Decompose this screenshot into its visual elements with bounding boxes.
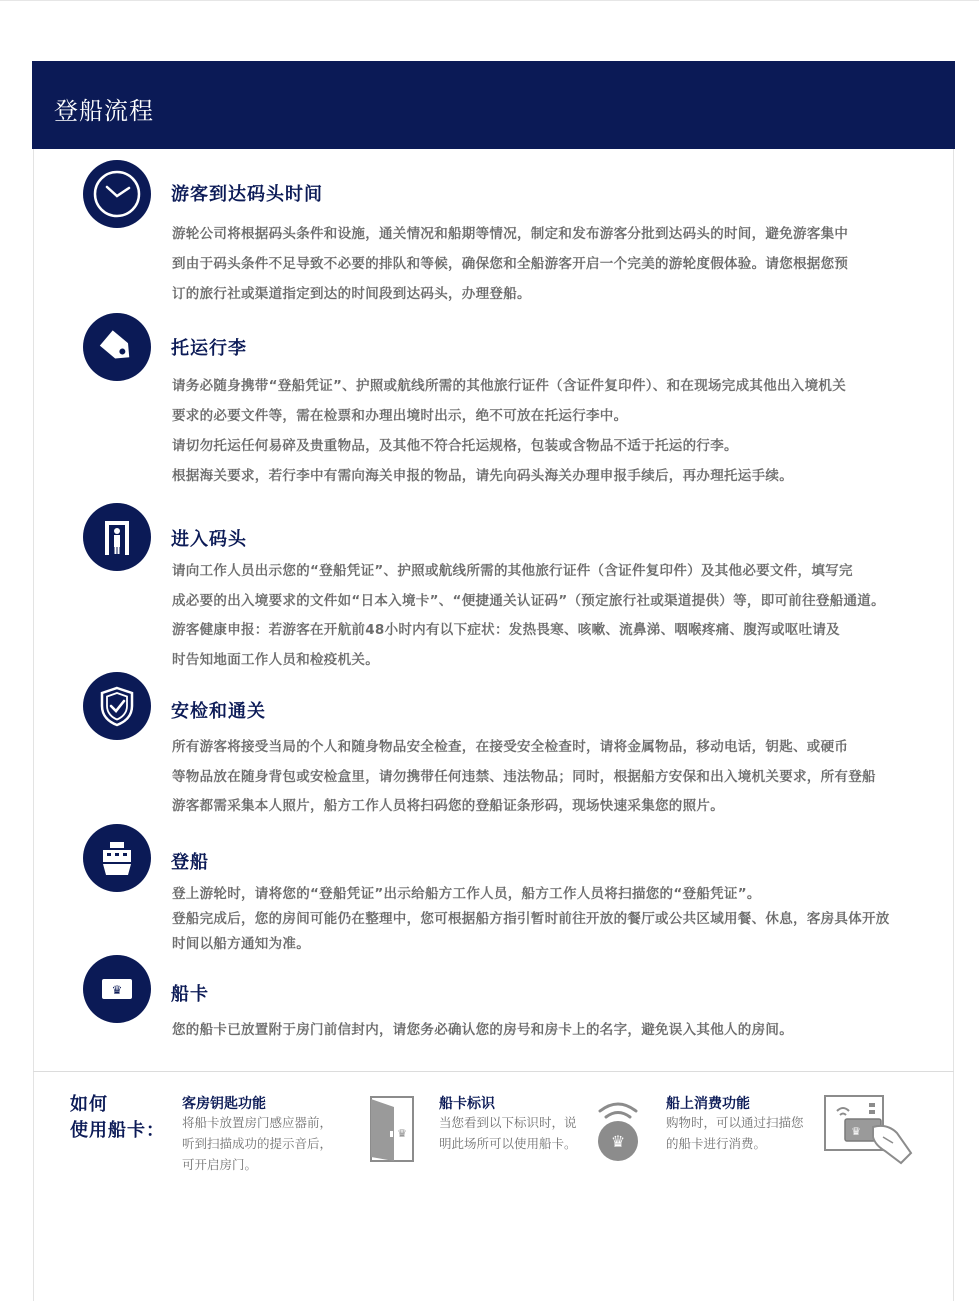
feature-line: 明此场所可以使用船卡。 xyxy=(439,1136,577,1151)
feature-line: 将船卡放置房门感应器前， xyxy=(182,1115,333,1130)
paragraph-line: 请务必随身携带“登船凭证”、护照或航线所需的其他旅行证件（含证件复印件）、和在现场完成其他出入境机关 xyxy=(172,378,846,394)
page-title: 登船流程 xyxy=(54,97,154,125)
section-body xyxy=(172,1016,962,1045)
paragraph-line: 登船完成后，您的房间可能仍在整理中，您可根据船方指引暂时前往开放的餐厅或公共区域用餐、休息，客房具体开放 xyxy=(172,911,890,927)
shield-check-icon xyxy=(83,672,151,740)
section-title: 进入码头 xyxy=(171,529,247,550)
section-body xyxy=(172,219,962,309)
paragraph-line: 请向工作人员出示您的“登船凭证”、护照或航线所需的其他旅行证件（含证件复印件）及其他必要文件，填写完 xyxy=(172,563,853,579)
feature-text-room-key xyxy=(182,1112,332,1175)
feature-line: 可开启房门。 xyxy=(182,1157,258,1172)
feature-text-card-sign xyxy=(439,1112,577,1154)
security-gate-icon xyxy=(83,503,151,571)
section-body xyxy=(172,557,962,675)
section-title: 托运行李 xyxy=(171,338,247,359)
svg-text:♛: ♛ xyxy=(397,1127,407,1140)
feature-line: 听到扫描成功的提示音后， xyxy=(182,1136,333,1151)
howto-title xyxy=(70,1092,165,1144)
card-payment-icon xyxy=(823,1093,915,1169)
paragraph-line: 根据海关要求，若行李中有需向海关申报的物品，请先向码头海关办理申报手续后，再办理托运手续。 xyxy=(172,468,793,484)
paragraph-line: 订的旅行社或渠道指定到达的时间段到达码头，办理登船。 xyxy=(172,286,531,302)
paragraph-line: 所有游客将接受当局的个人和随身物品安全检查，在接受安全检查时，请将金属物品，移动电话，钥匙、或硬币 xyxy=(172,739,849,755)
feature-line: 当您看到以下标识时，说 xyxy=(439,1115,577,1130)
paragraph-line: 等物品放在随身背包或安检盒里，请勿携带任何违禁、违法物品；同时，根据船方安保和出入境机关要求，所有登船 xyxy=(172,768,876,785)
svg-text:♛: ♛ xyxy=(111,983,123,997)
section-title: 游客到达码头时间 xyxy=(171,184,323,205)
paragraph-line: 到由于码头条件不足导致不必要的排队和等候，确保您和全船游客开启一个完美的游轮度假体验。请您根据您预 xyxy=(172,256,849,272)
wireless-crown-icon xyxy=(594,1095,642,1169)
luggage-tag-icon xyxy=(83,313,151,381)
section-body xyxy=(172,882,962,957)
divider xyxy=(33,1071,954,1072)
paragraph-line: 请切勿托运任何易碎及贵重物品，及其他不符合托运规格，包装或含物品不适于托运的行李。 xyxy=(172,438,738,454)
section-title: 登船 xyxy=(171,852,209,873)
page-header xyxy=(32,61,955,149)
svg-text:♛: ♛ xyxy=(851,1125,861,1138)
feature-line: 的船卡进行消费。 xyxy=(666,1136,767,1151)
feature-line: 购物时，可以通过扫描您 xyxy=(666,1115,804,1130)
paragraph-line: 游客健康申报：若游客在开航前48小时内有以下症状：发热畏寒、咳嗽、流鼻涕、咽喉疼痛、腹泻或呕吐请及 xyxy=(172,622,840,638)
howto-title-line: 使用船卡： xyxy=(70,1120,165,1141)
section-title: 船卡 xyxy=(171,984,209,1005)
paragraph-line: 登上游轮时，请将您的“登船凭证”出示给船方工作人员，船方工作人员将扫描您的“登船凭证”。 xyxy=(172,886,761,902)
door-icon xyxy=(368,1093,418,1169)
feature-title-room-key: 客房钥匙功能 xyxy=(182,1096,266,1112)
section-title: 安检和通关 xyxy=(171,701,266,722)
feature-title-payment: 船上消费功能 xyxy=(666,1096,750,1112)
paragraph-line: 要求的必要文件等，需在检票和办理出境时出示，绝不可放在托运行李中。 xyxy=(172,408,628,424)
section-body xyxy=(172,371,962,491)
top-rule xyxy=(0,0,979,1)
feature-title-card-sign: 船卡标识 xyxy=(439,1096,495,1112)
section-body xyxy=(172,733,962,822)
paragraph-line: 游客都需采集本人照片，船方工作人员将扫码您的登船证条形码，现场快速采集您的照片。 xyxy=(172,798,724,814)
feature-text-payment xyxy=(666,1112,804,1154)
clock-icon xyxy=(83,160,151,228)
paragraph-line: 时告知地面工作人员和检疫机关。 xyxy=(172,651,379,668)
paragraph-line: 成必要的出入境要求的文件如“日本入境卡”、“便捷通关认证码”（预定旅行社或渠道提供）等，即可前往登船通道。 xyxy=(172,592,885,609)
paragraph-line: 您的船卡已放置附于房门前信封内，请您务必确认您的房号和房卡上的名字，避免误入其他人的房间。 xyxy=(172,1022,793,1038)
paragraph-line: 游轮公司将根据码头条件和设施，通关情况和船期等情况，制定和发布游客分批到达码头的时间，避免游客集中 xyxy=(172,226,849,242)
svg-text:♛: ♛ xyxy=(610,1132,626,1151)
ship-icon xyxy=(83,824,151,892)
ship-card-icon xyxy=(83,955,151,1023)
paragraph-line: 时间以船方通知为准。 xyxy=(172,936,310,952)
howto-title-line: 如何 xyxy=(70,1094,108,1115)
